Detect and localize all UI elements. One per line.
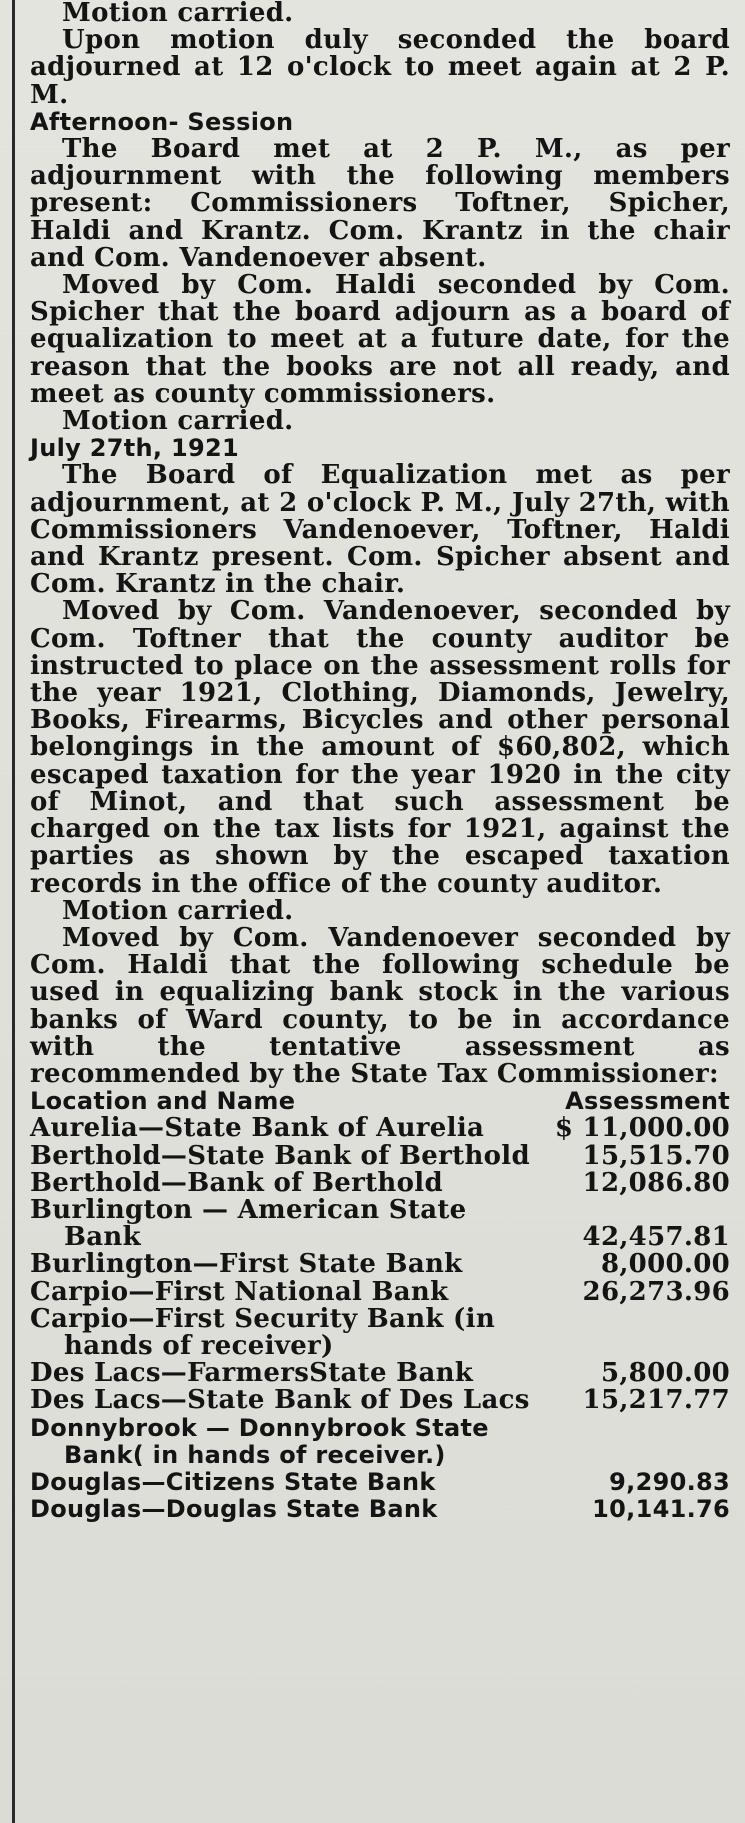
paragraph: Motion carried. [62, 895, 294, 926]
bank-name: Aurelia—State Bank of Aurelia [30, 1113, 485, 1144]
table-row [30, 1469, 730, 1496]
article-column [30, 0, 730, 1523]
table-row [30, 1360, 730, 1387]
assessment-amount: 26,273.96 [582, 1276, 730, 1307]
bank-name: Burlington—First State Bank [30, 1249, 463, 1280]
assessment-table [30, 1115, 730, 1523]
bank-name: Donnybrook — Donnybrook State Bank( in hands of receiver.) [30, 1413, 489, 1469]
table-row [30, 1303, 730, 1361]
table-row [30, 1251, 730, 1278]
july-27-heading: July 27th, 1921 [30, 434, 239, 463]
paragraph: Motion carried. [62, 406, 294, 437]
assessment-amount: 10,141.76 [592, 1495, 730, 1524]
bank-name: Berthold—Bank of Berthold [30, 1167, 443, 1198]
bank-name: Carpio—First Security Bank (in hands of receiver) [30, 1303, 496, 1361]
paragraph: Moved by Com. Vandenoever seconded by Com. Haldi that the following schedule be used in equalizing bank stock in the various banks of Ward county, to be in accordance with the tentative assessment as recommended by the State Tax Commissioner: [30, 922, 730, 1089]
assessment-amount: 5,800.00 [600, 1358, 730, 1389]
bank-name: Des Lacs—State Bank of Des Lacs [30, 1385, 530, 1416]
table-row [30, 1276, 730, 1307]
assessment-amount: 9,290.83 [609, 1467, 730, 1496]
table-row [30, 1115, 730, 1142]
column-rule [12, 0, 15, 1823]
table-row [30, 1140, 730, 1171]
bank-name: Berthold—State Bank of Berthold [30, 1140, 530, 1171]
paragraph: The Board met at 2 P. M., as per adjournment with the following members present: Commissioners Toftner, Spicher, Haldi and Krantz. Com. Krantz in the chair and Com. Vandenoever absent. [30, 134, 730, 273]
table-row [30, 1496, 730, 1523]
afternoon-session-heading: Afternoon- Session [30, 107, 294, 136]
assessment-amount: 12,086.80 [582, 1167, 730, 1198]
bank-name: Burlington — American State Bank [30, 1194, 467, 1253]
paragraph: Motion carried. [62, 0, 294, 28]
assessment-amount: 15,217.77 [582, 1385, 730, 1416]
assessment-amount: $ 11,000.00 [554, 1113, 730, 1144]
bank-name: Des Lacs—FarmersState Bank [30, 1358, 474, 1389]
table-row [30, 1167, 730, 1198]
paragraph: Moved by Com. Haldi seconded by Com. Spicher that the board adjourn as a board of equalization to meet at a future date, for the reason that the books are not all ready, and meet as county commissioners. [30, 270, 730, 409]
assessment-table-header [30, 1088, 730, 1115]
bank-name: Carpio—First National Bank [30, 1276, 449, 1307]
assessment-amount: 8,000.00 [600, 1249, 730, 1280]
paragraph: The Board of Equalization met as per adjournment, at 2 o'clock P. M., July 27th, with Commissioners Vandenoever, Toftner, Haldi and Krantz present. Com. Spicher absent and Com. Krantz in the chair. [30, 460, 730, 600]
paragraph: Upon motion duly seconded the board adjourned at 12 o'clock to meet again at 2 P. M. [30, 25, 730, 110]
table-row [30, 1387, 730, 1414]
header-assessment: Assessment [565, 1087, 730, 1116]
paragraph: Moved by Com. Vandenoever, seconded by Com. Toftner that the county auditor be instructed to place on the assessment rolls for the year 1921, Clothing, Diamonds, Jewelry, Books, Firearms, Bicycles and other personal belongings in the amount of $60,802, which escaped taxation for the year 1920 in the city of Minot, and that such assessment be charged on the tax lists for 1921, against the parties as shown by the escaped taxation records in the office of the county auditor. [30, 596, 730, 899]
assessment-amount: 42,457.81 [582, 1222, 730, 1253]
header-location-name: Location and Name [30, 1087, 296, 1116]
bank-name: Douglas—Douglas State Bank [30, 1495, 438, 1524]
table-row [30, 1194, 730, 1253]
table-row [30, 1415, 730, 1469]
assessment-amount: 15,515.70 [582, 1140, 730, 1171]
bank-name: Douglas—Citizens State Bank [30, 1467, 436, 1496]
